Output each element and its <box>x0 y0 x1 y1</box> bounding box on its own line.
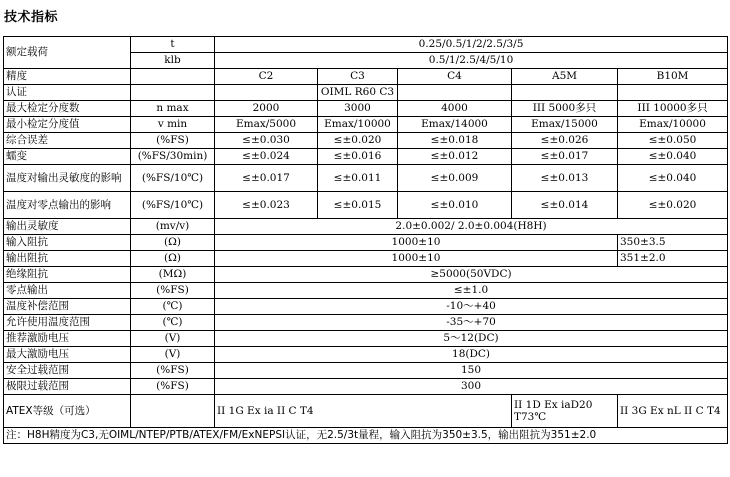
value-cell: Emax/10000 <box>318 117 398 133</box>
value-cell <box>512 85 618 101</box>
unit-cell: (%FS) <box>131 363 215 379</box>
value-cell: ≤±0.023 <box>215 192 318 219</box>
table-row <box>4 219 728 235</box>
value-cell: ≤±0.040 <box>618 165 728 192</box>
row-label: 最大检定分度数 <box>4 101 131 117</box>
value-cell <box>618 85 728 101</box>
value-cell: ≤±0.026 <box>512 133 618 149</box>
value-cell: ≤±0.009 <box>398 165 512 192</box>
unit-cell: (mv/v) <box>131 219 215 235</box>
row-label: 安全过载范围 <box>4 363 131 379</box>
unit-cell: (%FS/10℃) <box>131 165 215 192</box>
unit-cell: (℃) <box>131 315 215 331</box>
value-cell: 4000 <box>398 101 512 117</box>
unit-cell <box>131 69 215 85</box>
value-cell: ≤±0.040 <box>618 149 728 165</box>
unit-cell: n max <box>131 101 215 117</box>
value-cell: 1000±10 <box>215 235 618 251</box>
value-cell: ≤±0.017 <box>512 149 618 165</box>
table-row <box>4 101 728 117</box>
value-cell: II 1G Ex ia II C T4 <box>215 395 512 428</box>
row-label: 蠕变 <box>4 149 131 165</box>
value-cell: ≤±0.020 <box>318 133 398 149</box>
value-cell: 2000 <box>215 101 318 117</box>
value-cell: ≤±1.0 <box>215 283 728 299</box>
row-label: 精度 <box>4 69 131 85</box>
value-cell: Emax/10000 <box>618 117 728 133</box>
row-label: 输出灵敏度 <box>4 219 131 235</box>
row-label: 零点输出 <box>4 283 131 299</box>
table-row <box>4 347 728 363</box>
table-row <box>4 117 728 133</box>
grade-cell: C4 <box>398 69 512 85</box>
unit-cell: (Ω) <box>131 251 215 267</box>
value-cell: ≥5000(50VDC) <box>215 267 728 283</box>
value-cell: ≤±0.024 <box>215 149 318 165</box>
grade-cell: A5M <box>512 69 618 85</box>
value-cell: Emax/15000 <box>512 117 618 133</box>
table-row <box>4 165 728 192</box>
value-cell: ≤±0.010 <box>398 192 512 219</box>
table-row <box>4 428 728 444</box>
value-cell: 3000 <box>318 101 398 117</box>
value-cell <box>398 85 512 101</box>
row-label: 推荐激励电压 <box>4 331 131 347</box>
row-label: 输入阻抗 <box>4 235 131 251</box>
value-cell: 350±3.5 <box>618 235 728 251</box>
unit-cell: (%FS) <box>131 283 215 299</box>
value-cell: 150 <box>215 363 728 379</box>
value-cell: ≤±0.011 <box>318 165 398 192</box>
value-cell: II 3G Ex nL II C T4 <box>618 395 728 428</box>
table-row <box>4 267 728 283</box>
value-cell: 0.5/1/2.5/4/5/10 <box>215 53 728 69</box>
value-cell: 2.0±0.002/ 2.0±0.004(H8H) <box>215 219 728 235</box>
table-row <box>4 235 728 251</box>
value-cell: ≤±0.013 <box>512 165 618 192</box>
value-cell: -10～+40 <box>215 299 728 315</box>
value-cell: ≤±0.020 <box>618 192 728 219</box>
row-label: 输出阻抗 <box>4 251 131 267</box>
unit-cell: (V) <box>131 331 215 347</box>
table-row <box>4 37 728 53</box>
row-label: 认证 <box>4 85 131 101</box>
unit-cell: (%FS) <box>131 133 215 149</box>
value-cell: 5～12(DC) <box>215 331 728 347</box>
unit-cell: t <box>131 37 215 53</box>
footnote: 注：H8H精度为C3,无OIML/NTEP/PTB/ATEX/FM/ExNEPSI认证，无2.5/3t量程，输入阻抗为350±3.5，输出阻抗为351±2.0 <box>4 428 728 444</box>
grade-cell: C3 <box>318 69 398 85</box>
row-label: 绝缘阻抗 <box>4 267 131 283</box>
value-cell: ≤±0.014 <box>512 192 618 219</box>
row-label: 最大激励电压 <box>4 347 131 363</box>
value-cell: 18(DC) <box>215 347 728 363</box>
grade-cell: C2 <box>215 69 318 85</box>
grade-cell: B10M <box>618 69 728 85</box>
unit-cell <box>131 395 215 428</box>
table-row <box>4 379 728 395</box>
value-cell: OIML R60 C3 <box>318 85 398 101</box>
row-label: 温度对输出灵敏度的影响 <box>4 165 131 192</box>
value-cell: ≤±0.017 <box>215 165 318 192</box>
table-row <box>4 85 728 101</box>
table-row <box>4 363 728 379</box>
value-cell: ≤±0.016 <box>318 149 398 165</box>
table-row <box>4 299 728 315</box>
table-row <box>4 133 728 149</box>
value-cell: Emax/14000 <box>398 117 512 133</box>
row-label: 额定载荷 <box>4 37 131 69</box>
row-label: 综合误差 <box>4 133 131 149</box>
unit-cell: (Ω) <box>131 235 215 251</box>
unit-cell: (%FS) <box>131 379 215 395</box>
table-row <box>4 69 728 85</box>
value-cell: ≤±0.030 <box>215 133 318 149</box>
value-cell: 1000±10 <box>215 251 618 267</box>
unit-cell: (℃) <box>131 299 215 315</box>
row-label: 最小检定分度值 <box>4 117 131 133</box>
unit-cell <box>131 85 215 101</box>
unit-cell: (%FS/10℃) <box>131 192 215 219</box>
table-row <box>4 192 728 219</box>
value-cell: ≤±0.018 <box>398 133 512 149</box>
value-cell: -35～+70 <box>215 315 728 331</box>
value-cell: III 5000多只 <box>512 101 618 117</box>
row-label: 温度对零点输出的影响 <box>4 192 131 219</box>
spec-table <box>3 36 728 444</box>
value-cell: II 1D Ex iaD20 T73℃ <box>512 395 618 428</box>
row-label: ATEX等级（可选） <box>4 395 131 428</box>
unit-cell: (MΩ) <box>131 267 215 283</box>
row-label: 允许使用温度范围 <box>4 315 131 331</box>
table-row <box>4 395 728 428</box>
table-row <box>4 283 728 299</box>
value-cell: 300 <box>215 379 728 395</box>
row-label: 温度补偿范围 <box>4 299 131 315</box>
unit-cell: klb <box>131 53 215 69</box>
value-cell: 351±2.0 <box>618 251 728 267</box>
value-cell: Emax/5000 <box>215 117 318 133</box>
value-cell: ≤±0.050 <box>618 133 728 149</box>
page-title: 技术指标 <box>4 10 59 25</box>
table-row <box>4 315 728 331</box>
unit-cell: (V) <box>131 347 215 363</box>
table-row <box>4 331 728 347</box>
value-cell: ≤±0.015 <box>318 192 398 219</box>
row-label: 极限过载范围 <box>4 379 131 395</box>
value-cell: III 10000多只 <box>618 101 728 117</box>
value-cell: ≤±0.012 <box>398 149 512 165</box>
table-row <box>4 149 728 165</box>
value-cell: 0.25/0.5/1/2/2.5/3/5 <box>215 37 728 53</box>
value-cell <box>215 85 318 101</box>
table-row <box>4 251 728 267</box>
unit-cell: v min <box>131 117 215 133</box>
unit-cell: (%FS/30min) <box>131 149 215 165</box>
